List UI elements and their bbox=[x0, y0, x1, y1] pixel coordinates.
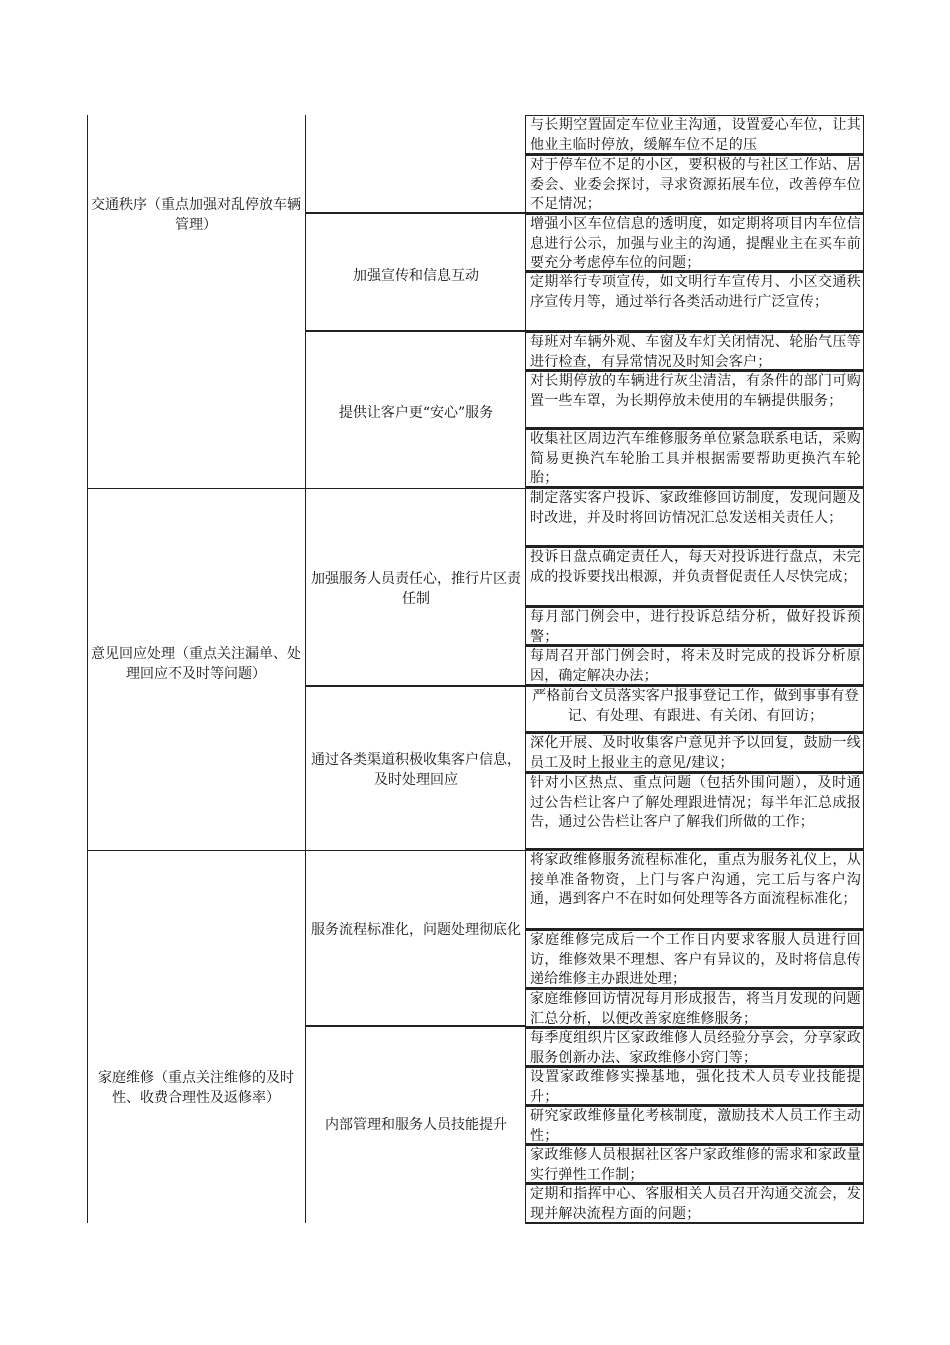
category-cell: 交通秩序（重点加强对乱停放车辆管理） bbox=[91, 197, 301, 233]
action-cell: 每季度组织片区家政维修人员经验分享会，分享家政服务创新办法、家政维修小窍门等； bbox=[525, 1028, 864, 1067]
table-left-border bbox=[87, 115, 88, 1223]
measure-row-divider bbox=[305, 1025, 525, 1027]
action-cell: 家政维修人员根据社区客户家政维修的需求和家政量实行弹性工作制； bbox=[525, 1145, 864, 1184]
measure-cell: 加强服务人员责任心，推行片区责任制 bbox=[311, 571, 521, 607]
action-cell: 收集社区周边汽车维修服务单位紧急联系电话，采购简易更换汽车轮胎工具并根据需要帮助更换汽车轮胎； bbox=[525, 429, 864, 488]
action-cell: 严格前台文员落实客户报事登记工作，做到事事有登记、有处理、有跟进、有关闭、有回访； bbox=[525, 686, 864, 733]
category-row-divider bbox=[87, 488, 525, 489]
category-column-divider bbox=[305, 115, 306, 1223]
action-cell: 对长期停放的车辆进行灰尘清洁，有条件的部门可购置一些车罩，为长期停放未使用的车辆提供服务； bbox=[525, 371, 864, 429]
category-cell: 家庭维修（重点关注维修的及时性、收费合理性及返修率） bbox=[98, 1070, 294, 1106]
action-cell: 定期和指挥中心、客服相关人员召开沟通交流会，发现并解决流程方面的问题； bbox=[525, 1184, 864, 1224]
measure-row-divider bbox=[305, 685, 525, 687]
action-cell: 每周召开部门例会时，将未及时完成的投诉分析原因，确定解决办法； bbox=[525, 646, 864, 686]
action-cell: 每月部门例会中，进行投诉总结分析，做好投诉预警； bbox=[525, 607, 864, 646]
action-cell: 将家政维修服务流程标准化，重点为服务礼仪上，从接单准备物资，上门与客户沟通，完工后与客户沟通，遇到客户不在时如何处理等各方面流程标准化； bbox=[525, 850, 864, 930]
action-cell: 针对小区热点、重点问题（包括外围问题），及时通过公告栏让客户了解处理跟进情况；每半年汇总成报告，通过公告栏让客户了解我们所做的工作； bbox=[525, 773, 864, 850]
measure-cell: 提供让客户更“安心”服务 bbox=[338, 405, 494, 421]
action-cell: 设置家政维修实操基地，强化技术人员专业技能提升； bbox=[525, 1067, 864, 1106]
category-cell: 意见回应处理（重点关注漏单、处理回应不及时等问题） bbox=[91, 646, 301, 682]
action-cell: 制定落实客户投诉、家政维修回访制度，发现问题及时改进，并及时将回访情况汇总发送相关责任人； bbox=[525, 488, 864, 547]
action-cell: 对于停车位不足的小区，要积极的与社区工作站、居委会、业委会探讨，寻求资源拓展车位，改善停车位不足情况； bbox=[525, 155, 864, 214]
action-cell: 家庭维修回访情况每月形成报告，将当月发现的问题汇总分析，以便改善家庭维修服务； bbox=[525, 989, 864, 1028]
measure-cell: 通过各类渠道积极收集客户信息，及时处理回应 bbox=[311, 752, 521, 788]
measure-cell: 加强宣传和信息互动 bbox=[353, 268, 479, 284]
measure-row-divider bbox=[305, 212, 525, 214]
measure-cell: 服务流程标准化，问题处理彻底化 bbox=[311, 922, 521, 938]
category-row-divider bbox=[87, 850, 525, 851]
measure-cell: 内部管理和服务人员技能提升 bbox=[325, 1117, 507, 1133]
action-cell: 每班对车辆外观、车窗及车灯关闭情况、轮胎气压等进行检查，有异常情况及时知会客户； bbox=[525, 332, 864, 371]
action-cell: 研究家政维修量化考核制度，激励技术人员工作主动性； bbox=[525, 1106, 864, 1145]
action-cell: 家庭维修完成后一个工作日内要求客服人员进行回访，维修效果不理想、客户有异议的，及时将信息传递给维修主办跟进处理； bbox=[525, 930, 864, 989]
action-cell: 与长期空置固定车位业主沟通，设置爱心车位，让其他业主临时停放，缓解车位不足的压 bbox=[525, 115, 864, 155]
action-cell: 投诉日盘点确定责任人，每天对投诉进行盘点，未完成的投诉要找出根源，并负责督促责任人尽快完成； bbox=[525, 547, 864, 607]
action-cell: 增强小区车位信息的透明度，如定期将项目内车位信息进行公示，加强与业主的沟通，提醒业主在买车前要充分考虑停车位的问题； bbox=[525, 214, 864, 272]
action-cell: 定期举行专项宣传，如文明行车宣传月、小区交通秩序宣传月等，通过举行各类活动进行广泛宣传； bbox=[525, 272, 864, 332]
action-cell: 深化开展、及时收集客户意见并予以回复，鼓励一线员工及时上报业主的意见/建议； bbox=[525, 733, 864, 773]
measure-row-divider bbox=[305, 330, 525, 332]
